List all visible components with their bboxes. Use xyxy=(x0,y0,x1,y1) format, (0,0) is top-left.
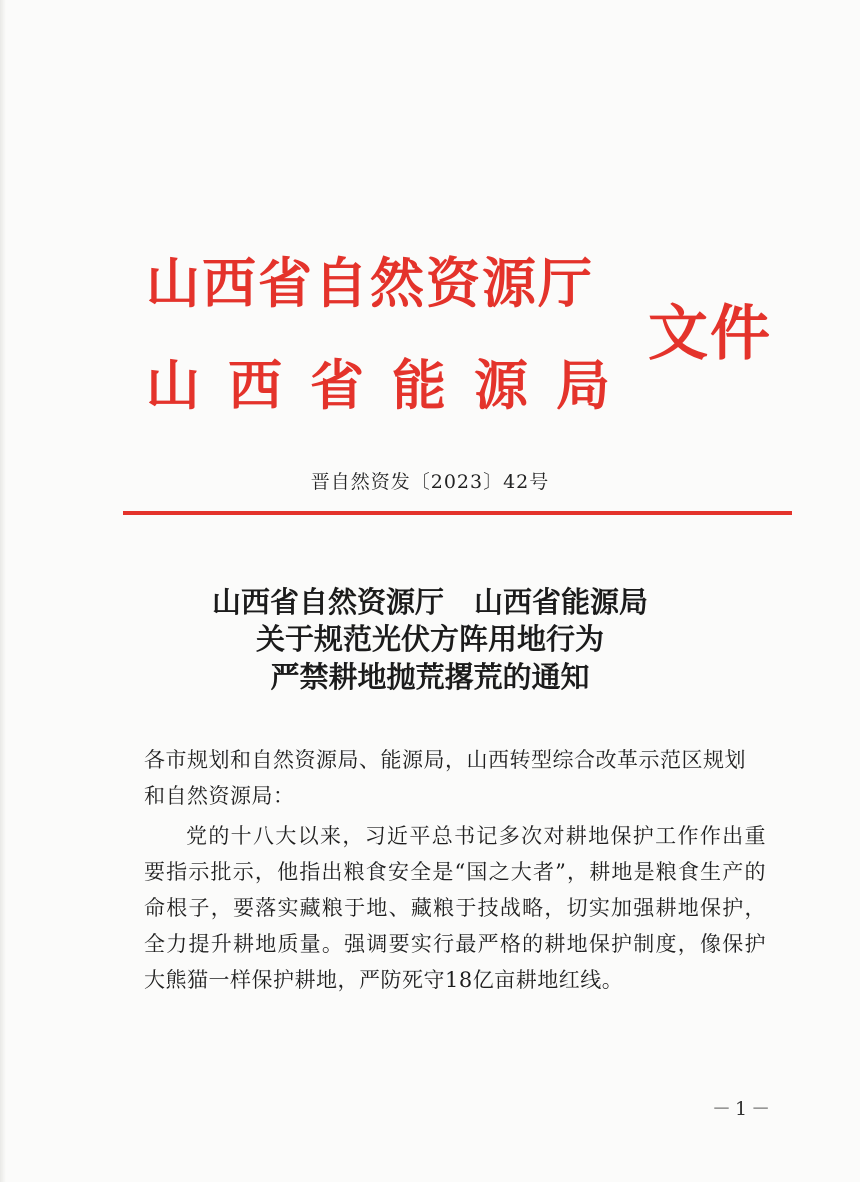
page-number: －1－ xyxy=(712,1098,775,1120)
issuer-line-1: 山西省自然资源厅 xyxy=(146,252,594,315)
document-type-label: 文件 xyxy=(648,299,772,369)
title-line-3: 严禁耕地抛荒撂荒的通知 xyxy=(270,660,590,694)
body-paragraph: 党的十八大以来，习近平总书记多次对耕地保护工作作出重要指示批示，他指出粮食安全是“国之大者”，耕地是粮食生产的命根子，要落实藏粮于地、藏粮于技战略，切实加强耕地保护，全力提升耕地质量。强调要实行最严格的耕地保护制度，像保护大熊猫一样保护耕地，严防死守18亿亩耕地红线。 xyxy=(144,824,766,992)
salutation: 各市规划和自然资源局、能源局，山西转型综合改革示范区规划和自然资源局： xyxy=(144,748,746,808)
title-line-2: 关于规范光伏方阵用地行为 xyxy=(255,622,604,656)
red-separator-line xyxy=(123,511,792,515)
title-issuer-1: 山西省自然资源厅 xyxy=(211,585,444,619)
issuer-line-2: 山西省能源局 xyxy=(146,354,638,417)
title-line-1 xyxy=(0,582,860,622)
title-issuer-2: 山西省能源局 xyxy=(474,585,649,619)
document-number: 晋自然资发〔2023〕42号 xyxy=(310,471,550,493)
